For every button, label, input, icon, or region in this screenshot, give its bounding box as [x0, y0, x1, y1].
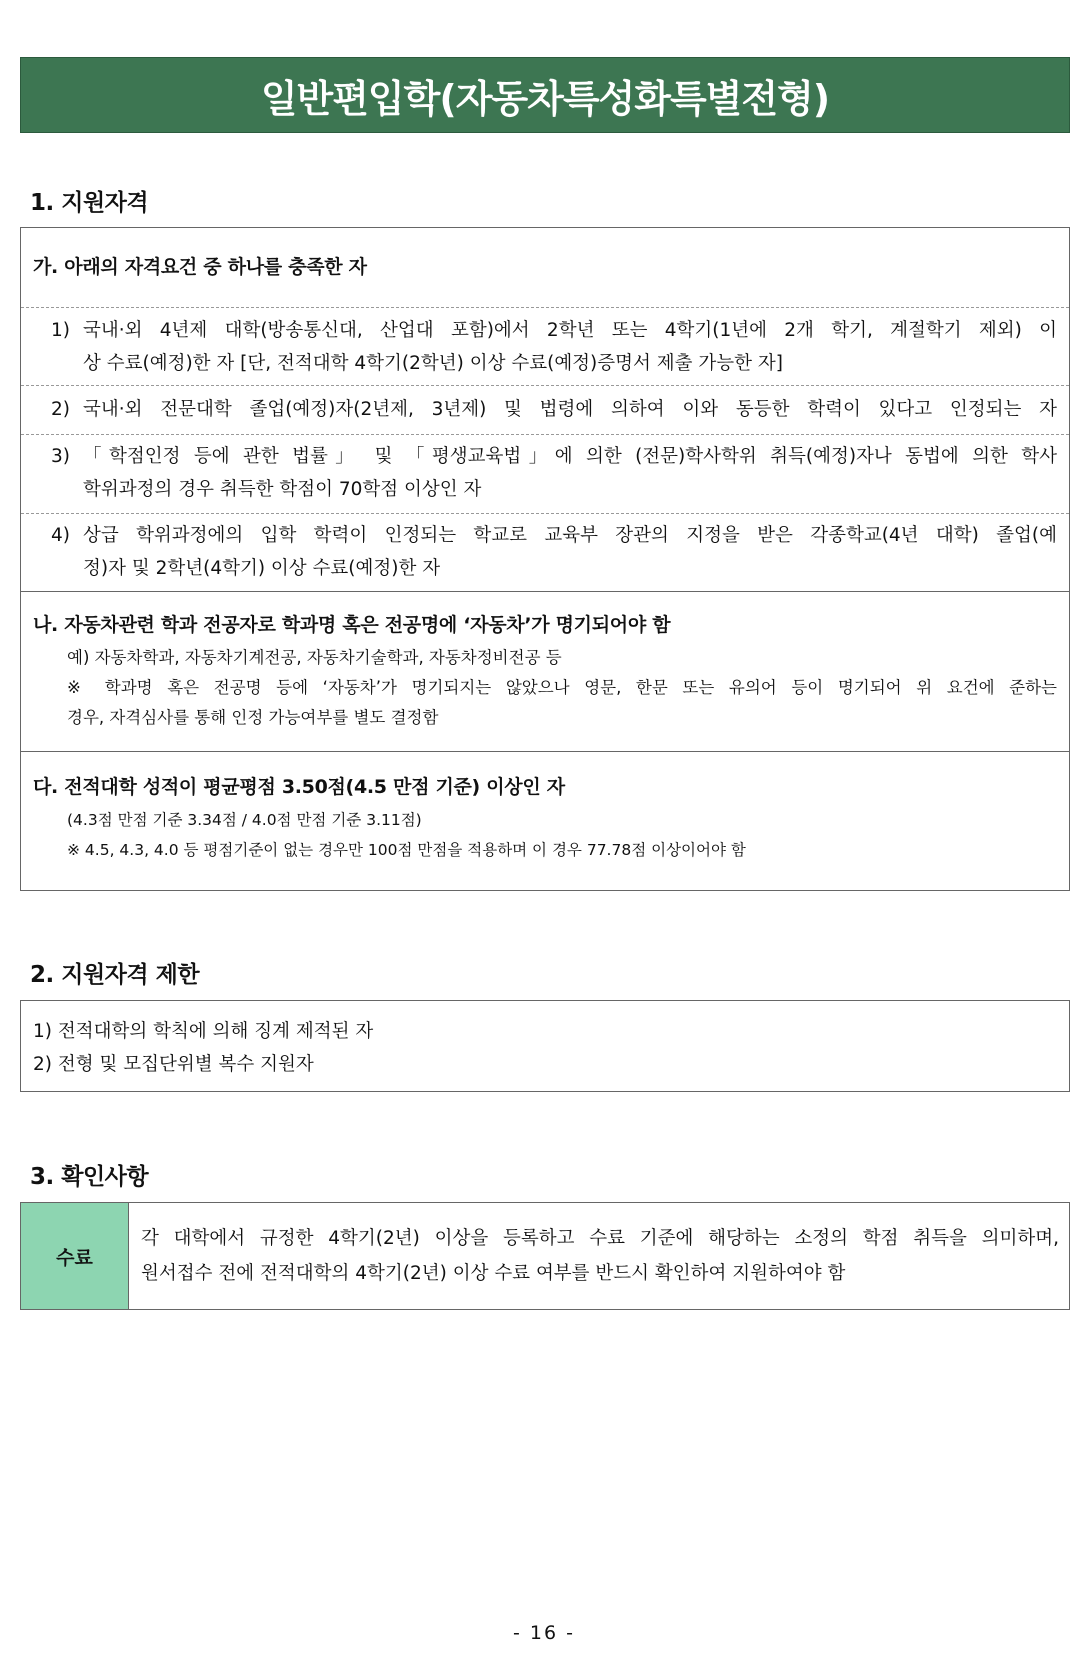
list-item [21, 385, 1069, 434]
item-line: 국내·외 전문대학 졸업(예정)자(2년제, 3년제) 및 법령에 의하여 이와 동등한 학력이 있다고 인정되는 자 [83, 399, 1057, 420]
subsection-c-heading: 다. 전적대학 성적이 평균평점 3.50점(4.5 만점 기준) 이상인 자 [33, 776, 565, 798]
confirmation-text [141, 1221, 1059, 1291]
subsection-a-heading: 가. 아래의 자격요건 중 하나를 충족한 자 [33, 256, 367, 278]
item-line: 정)자 및 2학년(4학기) 이상 수료(예정)한 자 [83, 558, 441, 579]
item-number: 3) [51, 446, 70, 467]
eligibility-box [20, 227, 1070, 891]
subsection-b-heading: 나. 자동차관련 학과 전공자로 학과명 혹은 전공명에 ‘자동차’가 명기되어야 함 [33, 614, 671, 636]
subsection-c [21, 751, 1069, 891]
list-item [21, 307, 1069, 385]
list-item [21, 434, 1069, 513]
item-number: 2) [51, 399, 70, 420]
item-line: 상 수료(예정)한 자 [단, 전적대학 4학기(2학년) 이상 수료(예정)증명서 제출 가능한 자] [83, 353, 783, 374]
section-2-heading: 2. 지원자격 제한 [30, 962, 200, 988]
item-number: 1) [51, 320, 70, 341]
restriction-item: 2) 전형 및 모집단위별 복수 지원자 [33, 1054, 314, 1075]
gpa-detail: (4.3점 만점 기준 3.34점 / 4.0점 만점 기준 3.11점) [67, 811, 422, 829]
restriction-item: 1) 전적대학의 학칙에 의해 징계 제적된 자 [33, 1021, 374, 1042]
gpa-note: ※ 4.5, 4.3, 4.0 등 평점기준이 없는 경우만 100점 만점을 적용하며 이 경우 77.78점 이상이어야 함 [67, 841, 746, 859]
item-line: 「학점인정 등에 관한 법률」 및 「평생교육법」에 의한 (전문)학사학위 취득(예정)자나 동법에 의한 학사 [83, 446, 1057, 467]
note-line: ※ 학과명 혹은 전공명 등에 ‘자동차’가 명기되지는 않았으나 영문, 한문 또는 유의어 등이 명기되어 위 요건에 준하는 [67, 678, 1057, 697]
list-item [21, 513, 1069, 591]
item-line: 학위과정의 경우 취득한 학점이 70학점 이상인 자 [83, 479, 482, 500]
subsection-b [21, 591, 1069, 751]
confirmation-line: 각 대학에서 규정한 4학기(2년) 이상을 등록하고 수료 기준에 해당하는 소정의 학점 취득을 의미하며, [141, 1228, 1059, 1249]
item-number: 4) [51, 525, 70, 546]
confirmation-line: 원서접수 전에 전적대학의 4학기(2년) 이상 수료 여부를 반드시 확인하여 지원하여야 함 [141, 1263, 846, 1284]
confirmation-box [20, 1202, 1070, 1310]
example-text: 예) 자동차학과, 자동차기계전공, 자동차기술학과, 자동차정비전공 등 [67, 648, 562, 667]
page-number: - 16 - [513, 1622, 575, 1644]
restriction-box [20, 1000, 1070, 1092]
item-line: 국내·외 4년제 대학(방송통신대, 산업대 포함)에서 2학년 또는 4학기(1년에 2개 학기, 계절학기 제외) 이 [83, 320, 1057, 341]
item-line: 상급 학위과정에의 입학 학력이 인정되는 학교로 교육부 장관의 지정을 받은 각종학교(4년 대학) 졸업(예 [83, 525, 1057, 546]
completion-label: 수료 [21, 1203, 129, 1309]
page-title: 일반편입학(자동차특성화특별전형) [20, 57, 1070, 133]
note-line: 경우, 자격심사를 통해 인정 가능여부를 별도 결정함 [67, 708, 439, 727]
section-1-heading: 1. 지원자격 [30, 190, 149, 216]
section-3-heading: 3. 확인사항 [30, 1164, 149, 1190]
